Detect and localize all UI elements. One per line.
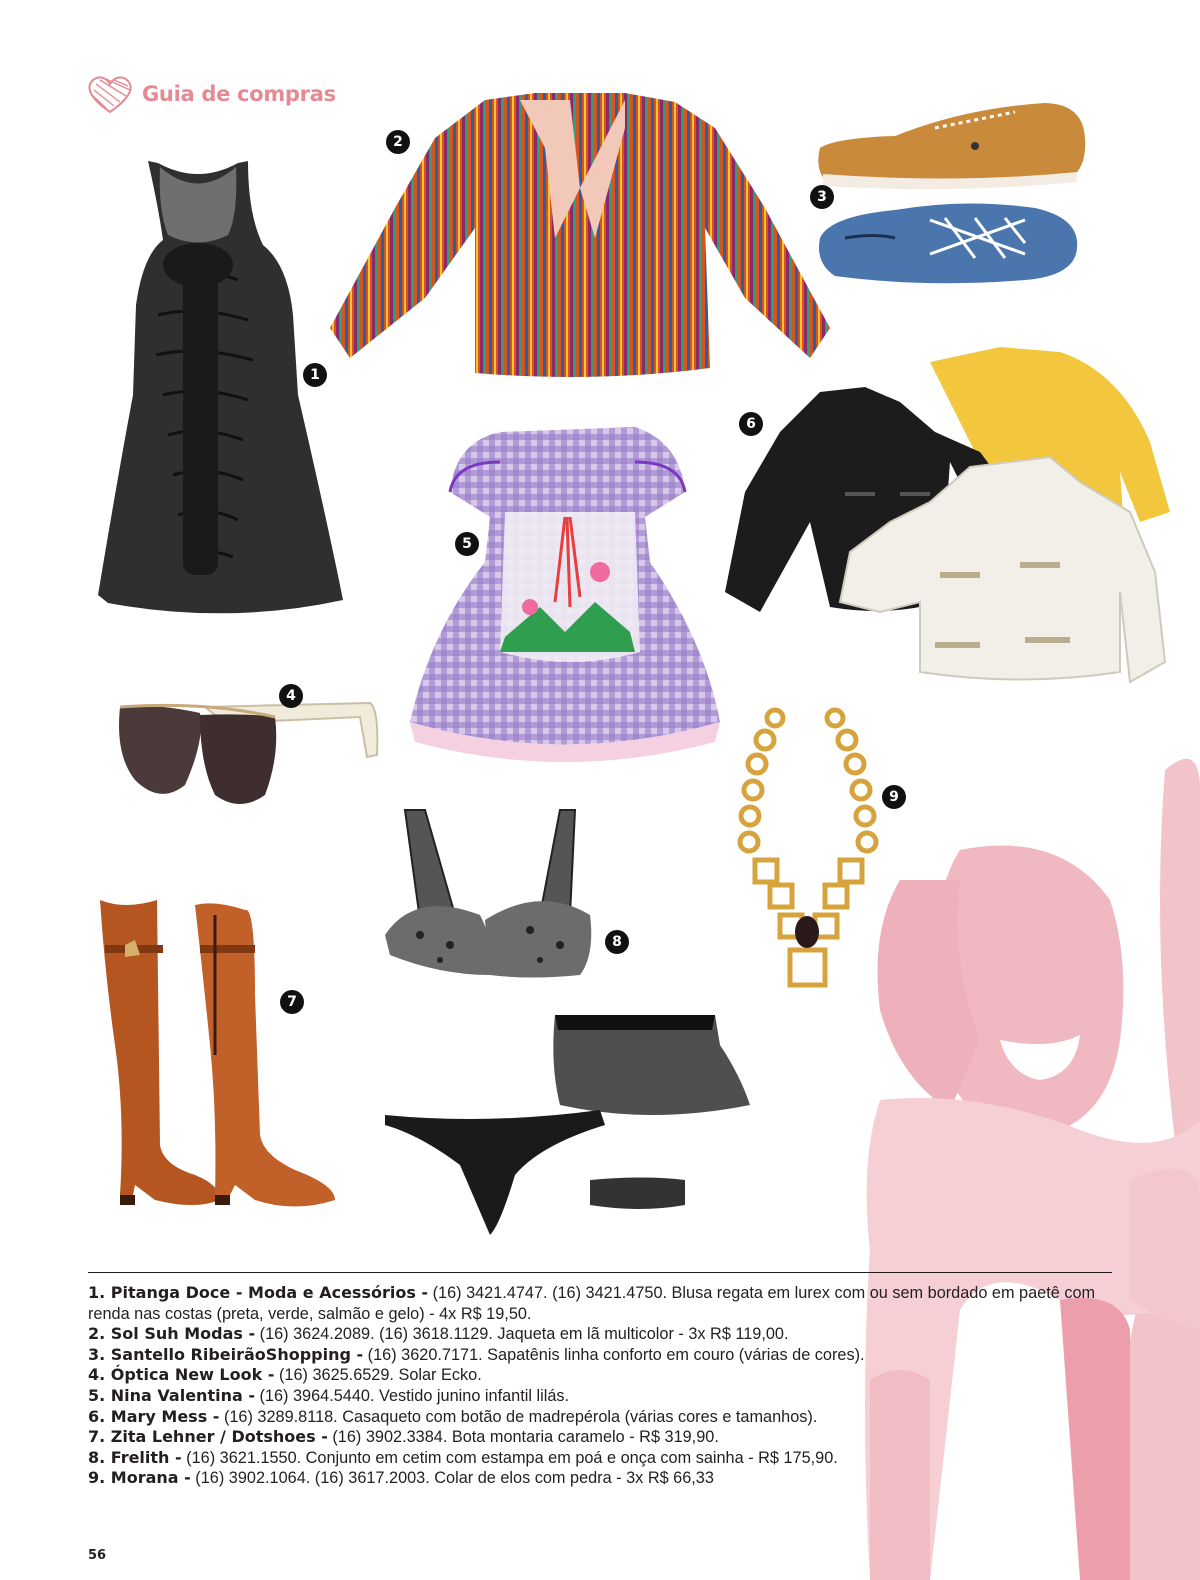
store-details: (16) 3620.7171. Sapatênis linha conforto em couro (várias de cores). (363, 1345, 865, 1364)
divider (88, 1272, 1112, 1273)
sunglasses-image (115, 695, 380, 815)
page-title: Guia de compras (142, 82, 336, 106)
product-number: 2 (386, 130, 410, 154)
product-number: 6 (739, 412, 763, 436)
product-number: 9 (882, 785, 906, 809)
store-name: 4. Óptica New Look - (88, 1365, 275, 1385)
list-item (88, 1283, 1128, 1324)
list-item (88, 1468, 1128, 1489)
chain-necklace-image (735, 700, 885, 1000)
sneakers-image (815, 98, 1090, 288)
store-details: (16) 3621.1550. Conjunto em cetim com estampa em poá e onça com sainha - R$ 175,90. (181, 1448, 838, 1467)
store-details: (16) 3624.2089. (16) 3618.1129. Jaqueta em lã multicolor - 3x R$ 119,00. (255, 1325, 789, 1344)
sequin-dress-image (88, 155, 348, 625)
store-listing (88, 1283, 1128, 1489)
product-number: 8 (605, 930, 629, 954)
store-details: (16) 3902.1064. (16) 3617.2003. Colar de elos com pedra - 3x R$ 66,33 (190, 1469, 714, 1488)
store-name: 7. Zita Lehner / Dotshoes - (88, 1427, 328, 1447)
heart-icon (84, 72, 136, 116)
store-name: 5. Nina Valentina - (88, 1385, 255, 1405)
section-header (84, 72, 336, 116)
list-item (88, 1407, 1128, 1428)
store-name: 2. Sol Suh Modas - (88, 1324, 256, 1344)
product-number: 1 (303, 363, 327, 387)
list-item (88, 1448, 1128, 1469)
product-number: 7 (280, 990, 304, 1014)
june-festival-dress-image (405, 422, 725, 777)
store-name: 3. Santello RibeirãoShopping - (88, 1344, 364, 1364)
product-number: 4 (279, 684, 303, 708)
jackets-image (720, 342, 1170, 692)
list-item (88, 1365, 1128, 1386)
store-name: 8. Frelith - (88, 1447, 182, 1467)
store-details: (16) 3902.3384. Bota montaria caramelo - R$ 319,90. (327, 1428, 719, 1447)
list-item (88, 1324, 1128, 1345)
lingerie-set-image (380, 805, 750, 1240)
store-details: (16) 3625.6529. Solar Ecko. (274, 1366, 482, 1385)
store-details: (16) 3421.4747. (16) 3421.4750. Blusa regata em lurex com ou sem bordado em paetê com renda nas costas (preta, verde, salmão e gelo) - 4x R$ 19,50. (88, 1284, 1096, 1323)
store-details: (16) 3289.8118. Casaqueto com botão de madrepérola (várias cores e tamanhos). (219, 1407, 818, 1426)
page-number: 56 (88, 1548, 107, 1563)
list-item (88, 1386, 1128, 1407)
list-item (88, 1345, 1128, 1366)
store-name: 1. Pitanga Doce - Moda e Acessórios - (88, 1283, 429, 1302)
store-name: 6. Mary Mess - (88, 1406, 220, 1426)
product-number: 5 (455, 532, 479, 556)
product-number: 3 (810, 185, 834, 209)
store-details: (16) 3964.5440. Vestido junino infantil lilás. (254, 1386, 570, 1405)
riding-boots-image (95, 895, 340, 1215)
list-item (88, 1427, 1128, 1448)
store-name: 9. Morana - (88, 1468, 191, 1488)
